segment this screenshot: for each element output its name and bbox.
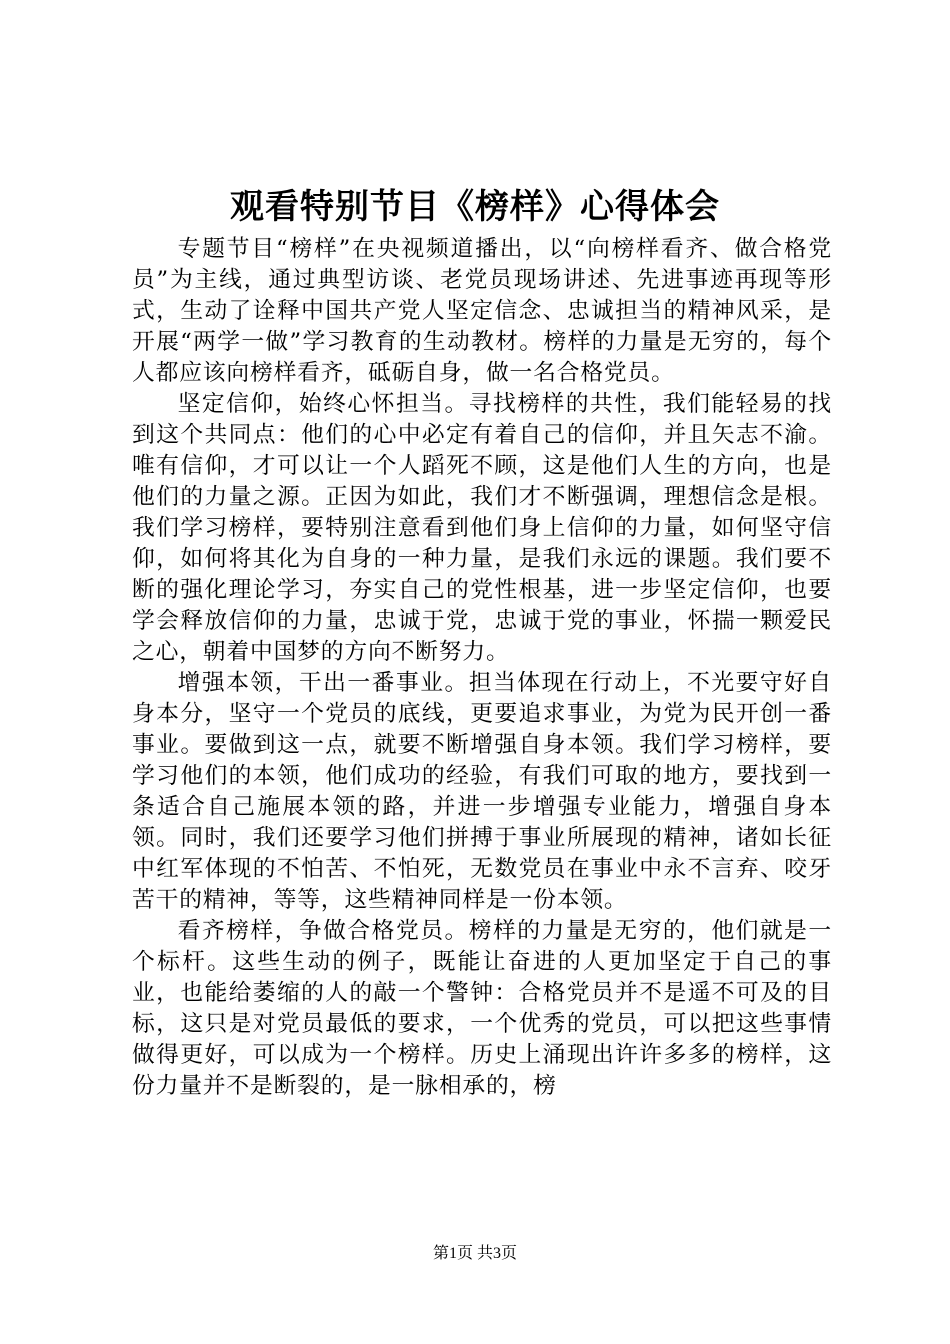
page-number-footer: 第1页 共3页 — [432, 1245, 517, 1262]
paragraph-faith: 坚定信仰，始终心怀担当。寻找榜样的共性，我们能轻易的找到这个共同点：他们的心中必定有着自己的信仰，并且矢志不渝。唯有信仰，才可以让一个人蹈死不顾，这是他们人生的方向，也是他们的力量之源。正因为如此，我们才不断强调，理想信念是根。我们学习榜样，要特别注意看到他们身上信仰的力量，如何坚守信仰，如何将其化为自身的一种力量，是我们永远的课题。我们要不断的强化理论学习，夯实自己的党性根基，进一步坚定信仰，也要学会释放信仰的力量，忠诚于党，忠诚于党的事业，怀揣一颗爱民之心，朝着中国梦的方向不断努力。 — [132, 391, 832, 665]
paragraph-role-model: 看齐榜样，争做合格党员。榜样的力量是无穷的，他们就是一个标杆。这些生动的例子，既能让奋进的人更加坚定于自己的事业，也能给萎缩的人的敲一个警钟：合格党员并不是遥不可及的目标，这只是对党员最低的要求，一个优秀的党员，可以把这些事情做得更好，可以成为一个榜样。历史上涌现出许许多多的榜样，这份力量并不是断裂的，是一脉相承的，榜 — [132, 918, 832, 1099]
document-title: 观看特别节目《榜样》心得体会 — [230, 187, 720, 227]
document-body — [132, 234, 832, 1102]
paragraph-intro: 专题节目“榜样”在央视频道播出，以“向榜样看齐、做合格党员”为主线，通过典型访谈、老党员现场讲述、先进事迹再现等形式，生动了诠释中国共产党人坚定信念、忠诚担当的精神风采，是开展“两学一做”学习教育的生动教材。榜样的力量是无穷的，每个人都应该向榜样看齐，砥砺自身，做一名合格党员。 — [132, 236, 832, 386]
paragraph-skills: 增强本领，干出一番事业。担当体现在行动上，不光要守好自身本分，坚守一个党员的底线，更要追求事业，为党为民开创一番事业。要做到这一点，就要不断增强自身本领。我们学习榜样，要学习他们的本领，他们成功的经验，有我们可取的地方，要找到一条适合自己施展本领的路，并进一步增强专业能力，增强自身本领。同时，我们还要学习他们拼搏于事业所展现的精神，诸如长征中红军体现的不怕苦、不怕死，无数党员在事业中永不言弃、咬牙苦干的精神，等等，这些精神同样是一份本领。 — [132, 670, 832, 913]
